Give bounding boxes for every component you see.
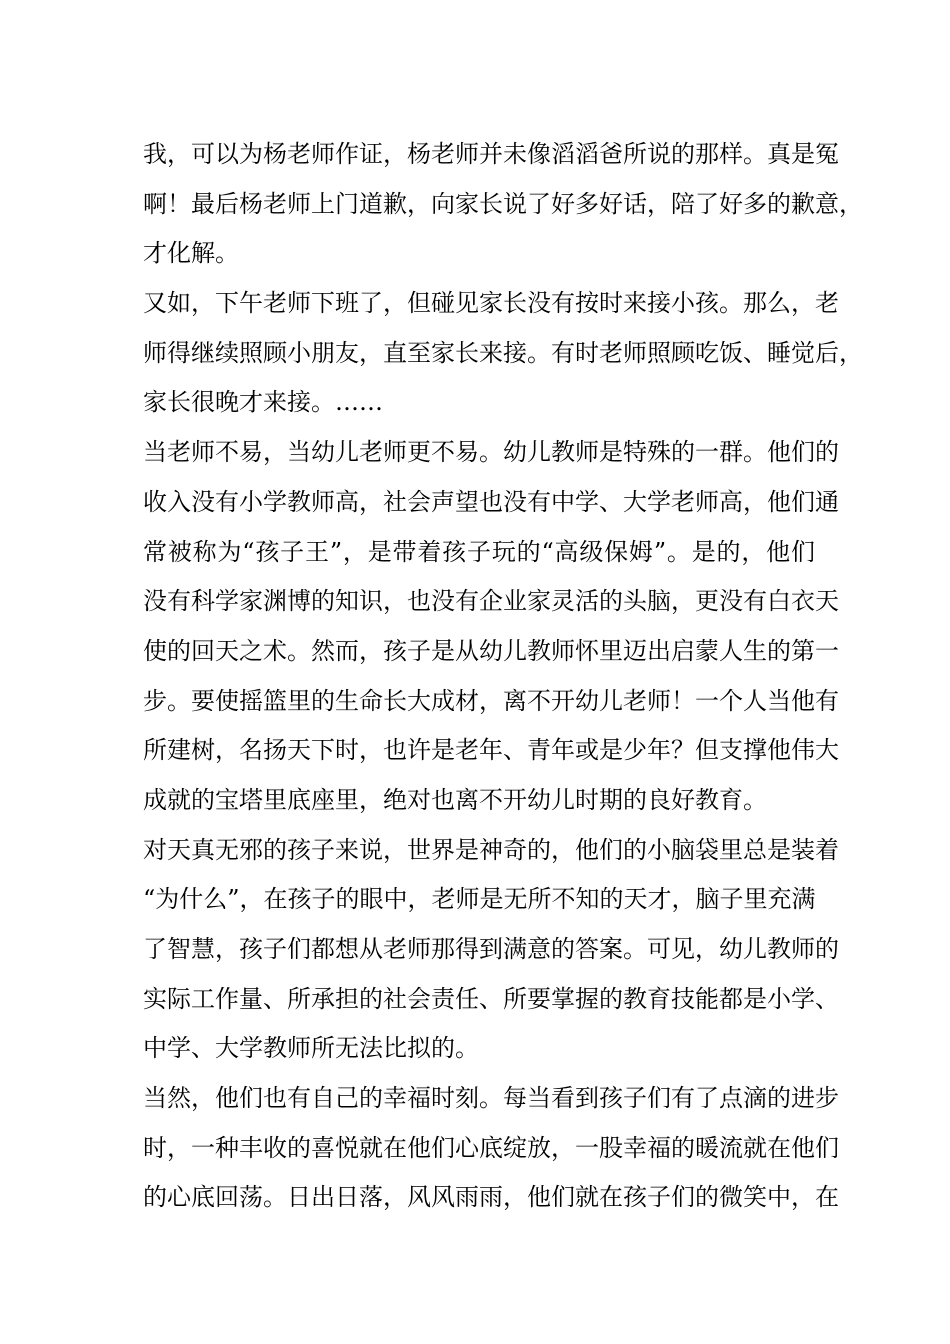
text-line: 使的回天之术。然而，孩子是从幼儿教师怀里迈出启蒙人生的第一 <box>143 636 839 665</box>
text-line: “为什么”，在孩子的眼中，老师是无所不知的天才，脑子里充满 <box>143 885 816 914</box>
text-line: 时，一种丰收的喜悦就在他们心底绽放，一股幸福的暖流就在他们 <box>143 1133 839 1162</box>
text-line: 家长很晚才来接。…… <box>143 388 383 417</box>
text-line: 成就的宝塔里底座里，绝对也离不开幼儿时期的良好教育。 <box>143 785 767 814</box>
text-line: 我，可以为杨老师作证，杨老师并未像滔滔爸所说的那样。真是冤 <box>143 140 839 168</box>
text-line: 当老师不易，当幼儿老师更不易。幼儿教师是特殊的一群。他们的 <box>143 438 839 467</box>
paragraph-5 <box>143 1074 839 1223</box>
text-line: 又如，下午老师下班了，但碰见家长没有按时来接小孩。那么，老 <box>143 289 839 318</box>
text-line: 啊！最后杨老师上门道歉，向家长说了好多好话，陪了好多的歉意， <box>143 189 863 218</box>
text-line: 实际工作量、所承担的社会责任、所要掌握的教育技能都是小学、 <box>143 984 839 1013</box>
text-line: 对天真无邪的孩子来说，世界是神奇的，他们的小脑袋里总是装着 <box>143 835 839 864</box>
text-line: 常被称为“孩子王”，是带着孩子玩的“高级保姆”。是的，他们 <box>143 537 815 566</box>
paragraph-4 <box>143 826 839 1074</box>
text-line: 中学、大学教师所无法比拟的。 <box>143 1034 479 1063</box>
text-line: 了智慧，孩子们都想从老师那得到满意的答案。可见，幼儿教师的 <box>143 935 839 963</box>
text-line: 当然，他们也有自己的幸福时刻。每当看到孩子们有了点滴的进步 <box>143 1084 839 1113</box>
text-line: 的心底回荡。日出日落，风风雨雨，他们就在孩子们的微笑中，在 <box>143 1183 839 1212</box>
body-text <box>143 130 863 1223</box>
text-line: 所建树，名扬天下时，也许是老年、青年或是少年？但支撑他伟大 <box>143 736 839 765</box>
text-line: 才化解。 <box>143 239 239 268</box>
paragraph-2 <box>143 279 863 428</box>
paragraph-3 <box>143 428 839 826</box>
text-line: 没有科学家渊博的知识，也没有企业家灵活的头脑，更没有白衣天 <box>143 587 839 616</box>
text-line: 步。要使摇篮里的生命长大成材，离不开幼儿老师！一个人当他有 <box>143 686 839 715</box>
text-line: 师得继续照顾小朋友，直至家长来接。有时老师照顾吃饭、睡觉后， <box>143 338 863 367</box>
text-line: 收入没有小学教师高，社会声望也没有中学、大学老师高，他们通 <box>143 487 839 516</box>
paragraph-1 <box>143 130 863 279</box>
